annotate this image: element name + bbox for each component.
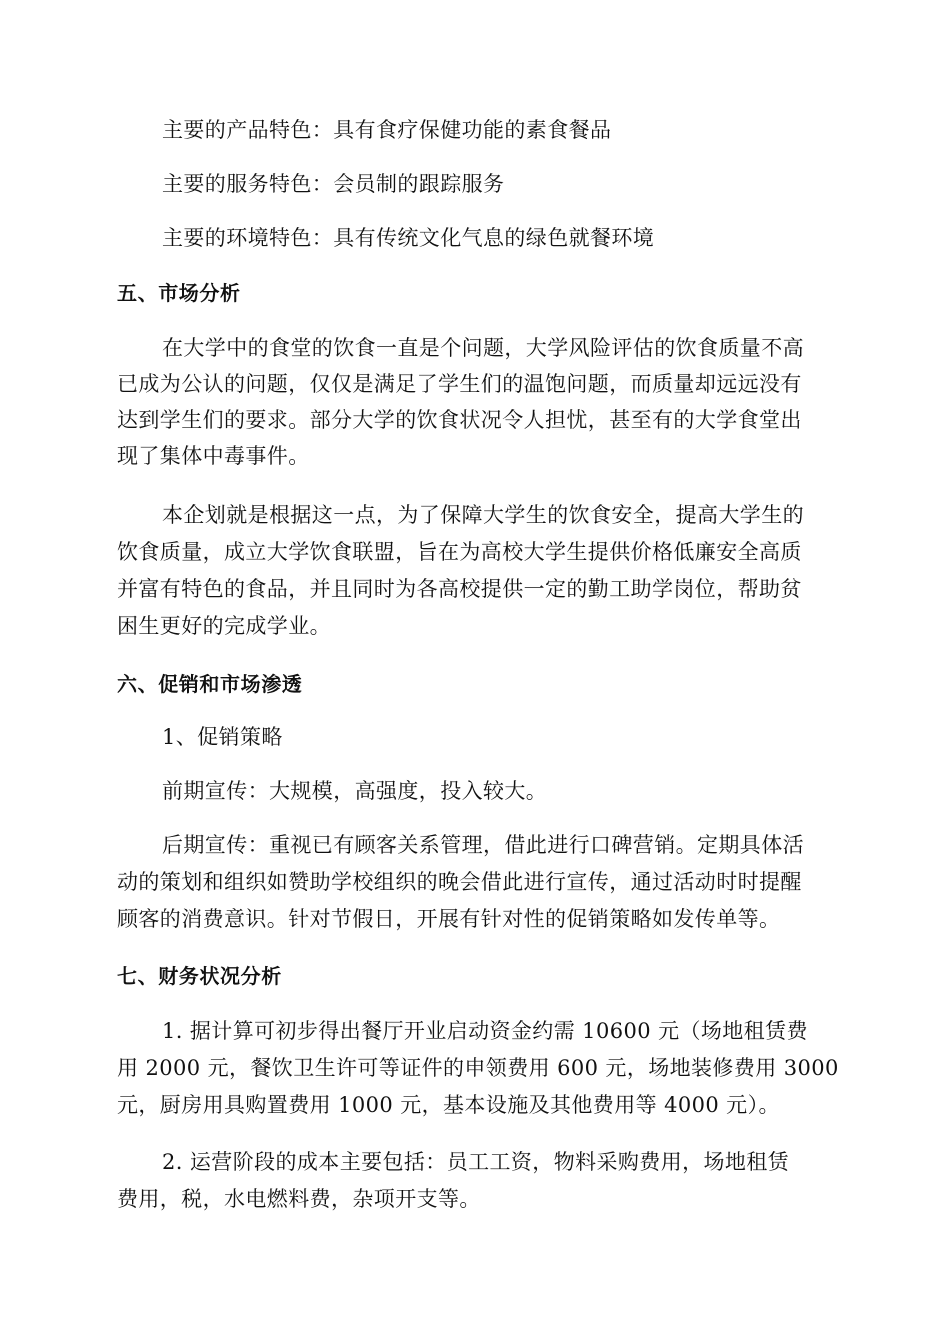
paragraph-line: 1. 据计算可初步得出餐厅开业启动资金约需 10600 元（场地租赁费 bbox=[162, 1019, 808, 1043]
early-promotion-line: 前期宣传：大规模，高强度，投入较大。 bbox=[162, 779, 548, 803]
paragraph-line: 本企划就是根据这一点，为了保障大学生的饮食安全，提高大学生的 bbox=[162, 503, 804, 527]
subheading-promotion-strategy: 1、促销策略 bbox=[162, 725, 283, 749]
paragraph-line: 困生更好的完成学业。 bbox=[117, 614, 331, 638]
paragraph-line: 在大学中的食堂的饮食一直是个问题，大学风险评估的饮食质量不高 bbox=[162, 336, 804, 360]
paragraph-line: 饮食质量，成立大学饮食联盟，旨在为高校大学生提供价格低廉安全高质 bbox=[117, 540, 802, 564]
paragraph-line: 元，厨房用具购置费用 1000 元，基本设施及其他费用等 4000 元）。 bbox=[117, 1093, 780, 1117]
paragraph-line: 达到学生们的要求。部分大学的饮食状况令人担忧，甚至有的大学食堂出 bbox=[117, 408, 802, 432]
paragraph-line: 并富有特色的食品，并且同时为各高校提供一定的勤工助学岗位，帮助贫 bbox=[117, 577, 802, 601]
section-heading-market-analysis: 五、市场分析 bbox=[117, 281, 241, 305]
section-heading-promotion: 六、促销和市场渗透 bbox=[117, 672, 303, 696]
service-feature-line: 主要的服务特色：会员制的跟踪服务 bbox=[162, 172, 505, 196]
paragraph-line: 2. 运营阶段的成本主要包括：员工工资，物料采购费用，场地租赁 bbox=[162, 1150, 790, 1174]
paragraph-line: 后期宣传：重视已有顾客关系管理，借此进行口碑营销。定期具体活 bbox=[162, 833, 804, 857]
environment-feature-line: 主要的环境特色：具有传统文化气息的绿色就餐环境 bbox=[162, 226, 655, 250]
paragraph-line: 顾客的消费意识。针对节假日，开展有针对性的促销策略如发传单等。 bbox=[117, 907, 781, 931]
paragraph-line: 用 2000 元，餐饮卫生许可等证件的申领费用 600 元，场地装修费用 3000 bbox=[117, 1056, 839, 1080]
paragraph-line: 现了集体中毒事件。 bbox=[117, 444, 310, 468]
paragraph-line: 已成为公认的问题，仅仅是满足了学生们的温饱问题，而质量却远远没有 bbox=[117, 372, 802, 396]
paragraph-line: 动的策划和组织如赞助学校组织的晚会借此进行宣传，通过活动时时提醒 bbox=[117, 870, 802, 894]
section-heading-financial-analysis: 七、财务状况分析 bbox=[117, 964, 282, 988]
product-feature-line: 主要的产品特色：具有食疗保健功能的素食餐品 bbox=[162, 118, 612, 142]
paragraph-line: 费用，税，水电燃料费，杂项开支等。 bbox=[117, 1187, 481, 1211]
